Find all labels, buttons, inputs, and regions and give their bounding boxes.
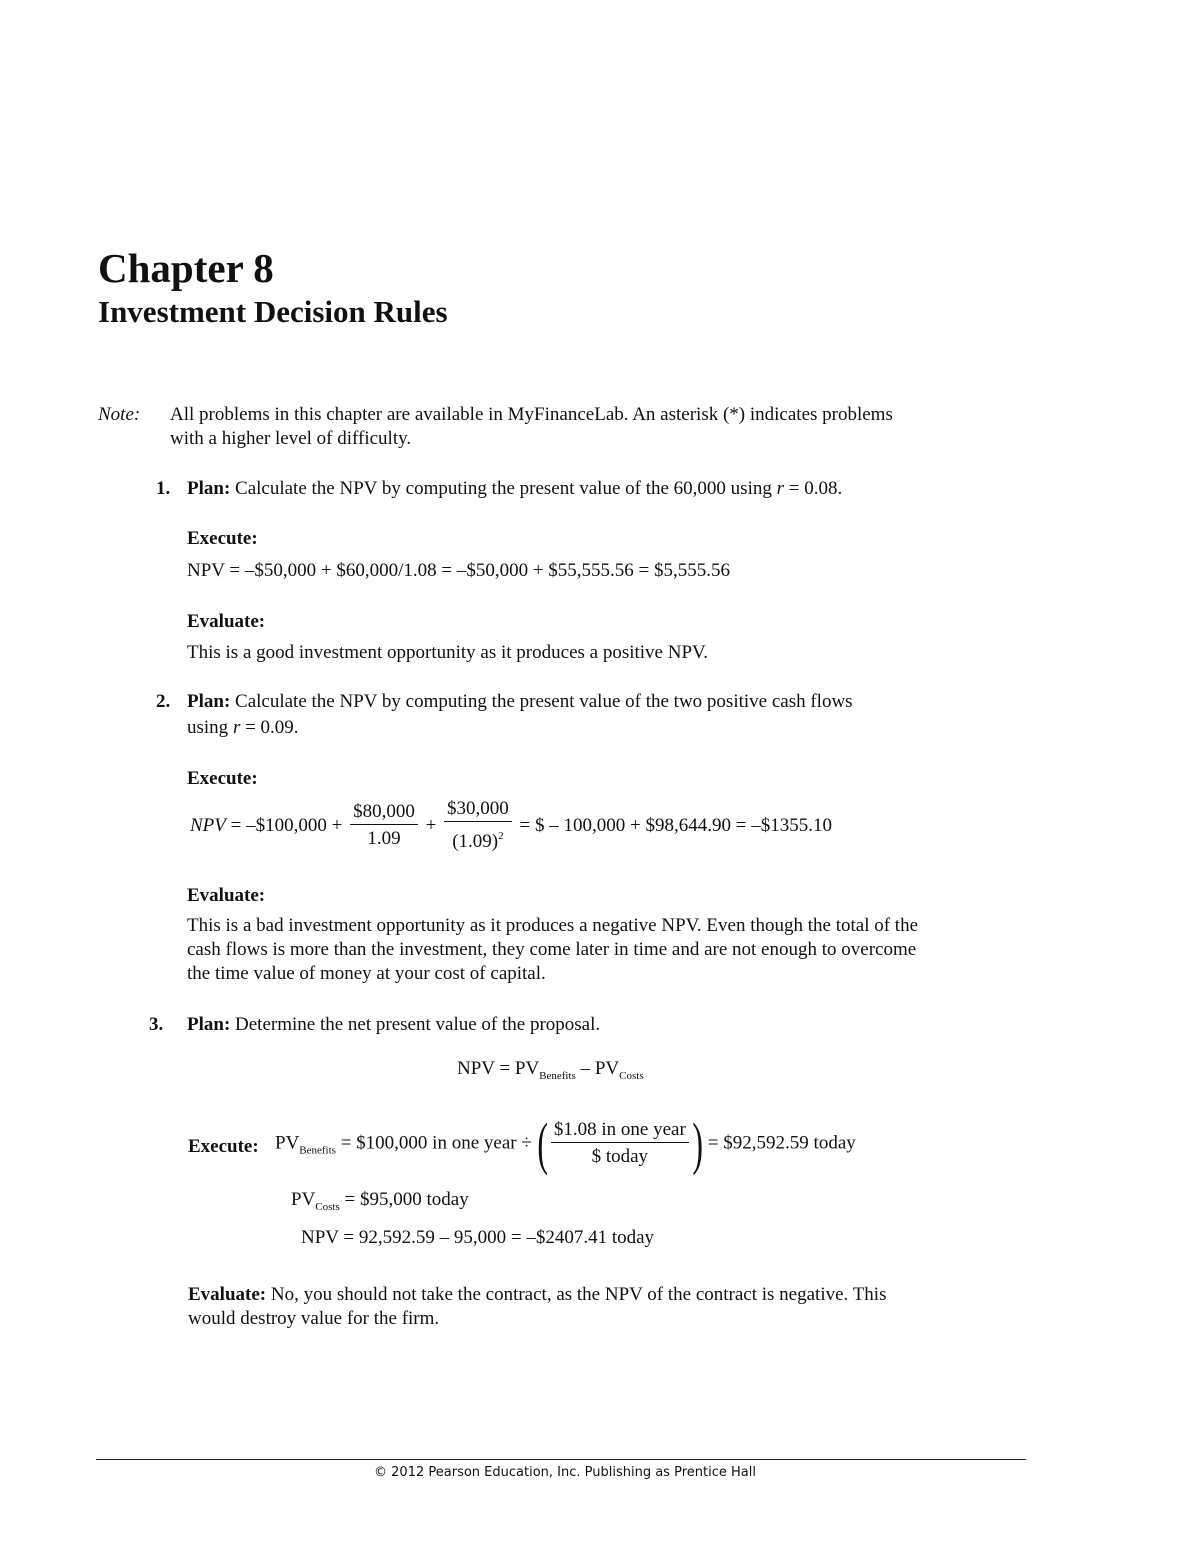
rate-symbol: r: [776, 478, 785, 499]
left-parenthesis: (: [536, 1111, 548, 1176]
numerator: $30,000: [444, 797, 512, 822]
problem-2-number: 2.: [156, 691, 171, 712]
formula-part: – PV: [575, 1058, 620, 1079]
note-line-1: All problems in this chapter are available in MyFinanceLab. An asterisk (*) indicates problems: [170, 404, 893, 425]
problem-3-pv-benefits-equation: [275, 1111, 856, 1176]
problem-3-evaluate-line-1: [188, 1283, 886, 1307]
problem-2-evaluate-line-2: cash flows is more than the investment, they come later in time and are not enough to overcome: [187, 939, 917, 960]
equation-part: = –$100,000 +: [225, 814, 343, 836]
plan-text: Determine the net present value of the proposal.: [235, 1014, 601, 1035]
formula-part: = $100,000 in one year ÷: [335, 1132, 532, 1154]
subscript: Costs: [619, 1070, 644, 1082]
note-label: Note:: [98, 404, 141, 425]
problem-2-evaluate-line-1: This is a bad investment opportunity as it produces a negative NPV. Even though the total of the: [187, 915, 919, 936]
formula-part: NPV = PV: [457, 1058, 540, 1079]
denominator: 1.09: [367, 828, 401, 849]
plus-sign: +: [425, 814, 437, 836]
plan-label: Plan:: [187, 1014, 231, 1035]
fraction-30000: [444, 797, 512, 856]
subscript: Benefits: [539, 1070, 576, 1082]
formula-part: = $92,592.59 today: [707, 1132, 856, 1154]
fraction-rate: [551, 1118, 689, 1171]
problem-1-evaluate-text: This is a good investment opportunity as it produces a positive NPV.: [187, 642, 709, 663]
plan-text: Calculate the NPV by computing the present value of the 60,000 using: [235, 478, 772, 499]
denominator: $ today: [591, 1145, 649, 1167]
problem-2-plan-line-1: [187, 690, 853, 714]
problem-2-execute-label: Execute:: [187, 768, 258, 789]
chapter-subtitle: Investment Decision Rules: [98, 294, 448, 329]
equation-part: = $ – 100,000 + $98,644.90 = –$1355.10: [519, 814, 832, 836]
evaluate-label: Evaluate:: [188, 1284, 267, 1305]
formula-part: PV: [275, 1132, 300, 1154]
problem-1-execute-equation: NPV = –$50,000 + $60,000/1.08 = –$50,000 + $55,555.56 = $5,555.56: [187, 560, 731, 581]
problem-3-evaluate-line-2: would destroy value for the firm.: [188, 1308, 440, 1329]
numerator: $80,000: [350, 800, 418, 825]
subscript: Costs: [315, 1201, 340, 1213]
problem-1-evaluate-label: Evaluate:: [187, 611, 266, 632]
problem-1-number: 1.: [156, 478, 171, 499]
formula-part: = $95,000 today: [339, 1189, 469, 1210]
problem-2-evaluate-label: Evaluate:: [187, 885, 266, 906]
problem-2-plan-line-2: [187, 716, 299, 740]
rate-symbol: r: [232, 717, 241, 738]
problem-3-pv-costs-equation: [291, 1189, 469, 1213]
rate-value: = 0.09.: [245, 717, 299, 738]
problem-3-plan: [187, 1013, 600, 1037]
rate-value: = 0.08.: [788, 478, 843, 499]
subscript: Benefits: [299, 1144, 336, 1157]
denominator-base: (1.09): [452, 831, 499, 852]
plan-label: Plan:: [187, 691, 231, 712]
note-line-2: with a higher level of difficulty.: [170, 428, 412, 449]
formula-part: PV: [291, 1189, 316, 1210]
problem-3-npv-result: NPV = 92,592.59 – 95,000 = –$2407.41 today: [301, 1227, 655, 1248]
problem-1-plan: [187, 477, 842, 501]
numerator: $1.08 in one year: [551, 1118, 689, 1143]
plan-text: Calculate the NPV by computing the present value of the two positive cash flows: [235, 691, 853, 712]
npv-symbol: NPV: [190, 814, 226, 836]
problem-3-number: 3.: [149, 1014, 164, 1035]
plan-label: Plan:: [187, 478, 231, 499]
fraction-80000: [350, 800, 418, 853]
problem-2-evaluate-line-3: the time value of money at your cost of capital.: [187, 963, 546, 984]
evaluate-text: No, you should not take the contract, as the NPV of the contract is negative. This: [270, 1284, 887, 1305]
plan-text: using: [187, 717, 229, 738]
problem-3-npv-formula: [457, 1058, 644, 1082]
chapter-title: Chapter 8: [98, 245, 274, 291]
problem-3-execute-label: Execute:: [188, 1136, 259, 1157]
footer-copyright: © 2012 Pearson Education, Inc. Publishing as Prentice Hall: [374, 1465, 756, 1480]
denominator: [444, 822, 512, 856]
problem-1-execute-label: Execute:: [187, 528, 258, 549]
exponent: 2: [498, 830, 504, 842]
footer-divider: [96, 1459, 1026, 1460]
problem-2-npv-equation: [190, 797, 832, 856]
right-parenthesis: ): [692, 1111, 703, 1176]
